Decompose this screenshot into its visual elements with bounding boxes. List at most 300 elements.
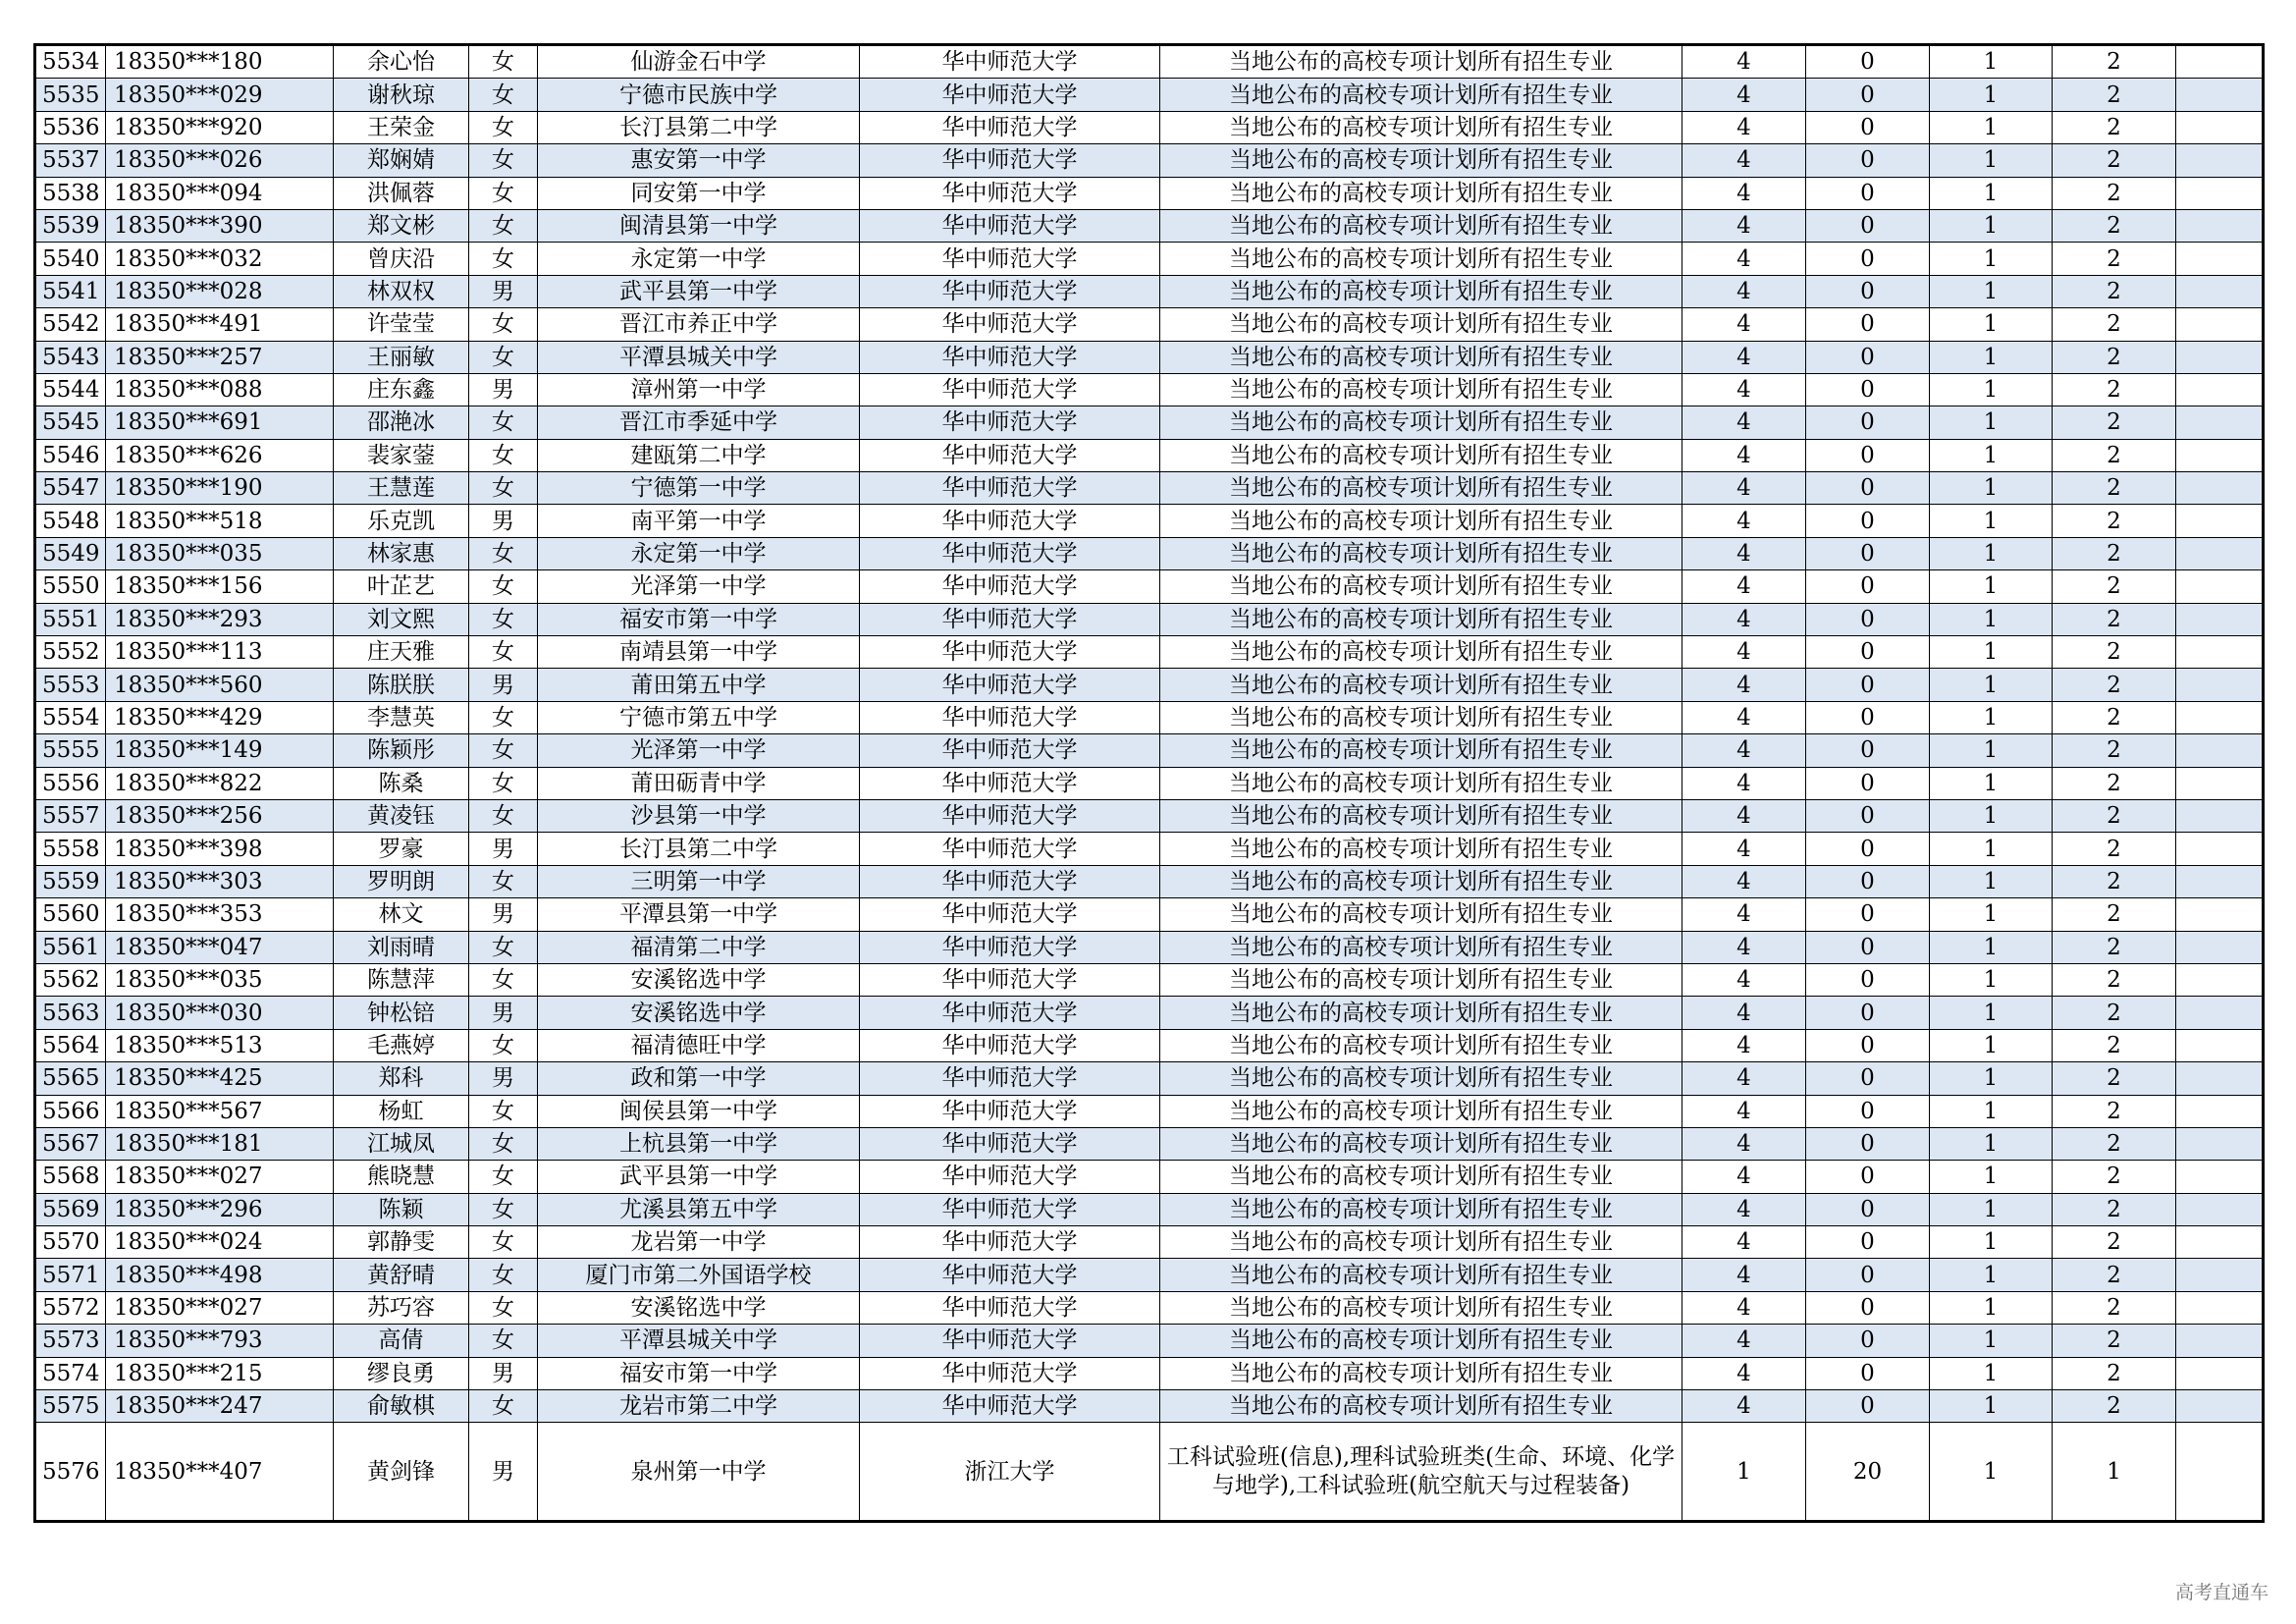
cell-col-b: 0 bbox=[1806, 1062, 1930, 1095]
cell-col-d: 2 bbox=[2053, 505, 2176, 537]
cell-major: 当地公布的高校专项计划所有招生专业 bbox=[1160, 1095, 1682, 1127]
cell-school: 平潭县城关中学 bbox=[538, 1325, 860, 1357]
cell-university: 华中师范大学 bbox=[860, 570, 1160, 603]
cell-exam-id: 18350***028 bbox=[106, 275, 334, 307]
cell-col-e bbox=[2176, 1357, 2264, 1389]
cell-exam-id: 18350***029 bbox=[106, 79, 334, 111]
cell-student-name: 陈颖 bbox=[334, 1193, 469, 1225]
cell-col-c: 1 bbox=[1930, 472, 2053, 505]
table-row bbox=[35, 45, 2264, 79]
table-row bbox=[35, 111, 2264, 143]
cell-student-name: 郑娴婧 bbox=[334, 144, 469, 177]
cell-col-c: 1 bbox=[1930, 1127, 2053, 1160]
cell-gender: 男 bbox=[469, 997, 538, 1029]
table-row bbox=[35, 1161, 2264, 1193]
cell-major: 当地公布的高校专项计划所有招生专业 bbox=[1160, 341, 1682, 373]
cell-col-e bbox=[2176, 373, 2264, 406]
cell-gender: 女 bbox=[469, 1161, 538, 1193]
cell-col-b: 0 bbox=[1806, 636, 1930, 669]
cell-university: 华中师范大学 bbox=[860, 799, 1160, 832]
cell-gender: 女 bbox=[469, 144, 538, 177]
cell-row-number: 5551 bbox=[35, 603, 106, 635]
cell-student-name: 刘雨晴 bbox=[334, 931, 469, 963]
cell-row-number: 5568 bbox=[35, 1161, 106, 1193]
table-row bbox=[35, 734, 2264, 767]
cell-col-a: 4 bbox=[1682, 767, 1806, 799]
cell-university: 浙江大学 bbox=[860, 1423, 1160, 1522]
cell-student-name: 余心怡 bbox=[334, 45, 469, 79]
cell-col-b: 0 bbox=[1806, 833, 1930, 865]
cell-col-b: 0 bbox=[1806, 79, 1930, 111]
cell-col-d: 1 bbox=[2053, 1423, 2176, 1522]
cell-gender: 女 bbox=[469, 799, 538, 832]
cell-gender: 女 bbox=[469, 865, 538, 897]
cell-col-c: 1 bbox=[1930, 243, 2053, 275]
cell-col-c: 1 bbox=[1930, 1291, 2053, 1324]
cell-university: 华中师范大学 bbox=[860, 308, 1160, 341]
cell-col-b: 0 bbox=[1806, 406, 1930, 439]
cell-school: 泉州第一中学 bbox=[538, 1423, 860, 1522]
cell-col-c: 1 bbox=[1930, 799, 2053, 832]
cell-col-c: 1 bbox=[1930, 1029, 2053, 1061]
cell-col-c: 1 bbox=[1930, 505, 2053, 537]
cell-exam-id: 18350***303 bbox=[106, 865, 334, 897]
table-row bbox=[35, 603, 2264, 635]
cell-university: 华中师范大学 bbox=[860, 865, 1160, 897]
table-row bbox=[35, 963, 2264, 996]
cell-major: 当地公布的高校专项计划所有招生专业 bbox=[1160, 537, 1682, 569]
cell-col-d: 2 bbox=[2053, 275, 2176, 307]
cell-school: 上杭县第一中学 bbox=[538, 1127, 860, 1160]
cell-major: 当地公布的高校专项计划所有招生专业 bbox=[1160, 373, 1682, 406]
cell-col-b: 0 bbox=[1806, 177, 1930, 209]
cell-major: 当地公布的高校专项计划所有招生专业 bbox=[1160, 243, 1682, 275]
cell-exam-id: 18350***390 bbox=[106, 209, 334, 242]
cell-major: 当地公布的高校专项计划所有招生专业 bbox=[1160, 505, 1682, 537]
table-row bbox=[35, 243, 2264, 275]
cell-col-a: 4 bbox=[1682, 997, 1806, 1029]
cell-col-c: 1 bbox=[1930, 373, 2053, 406]
cell-col-b: 0 bbox=[1806, 308, 1930, 341]
cell-col-e bbox=[2176, 505, 2264, 537]
table-row bbox=[35, 439, 2264, 471]
cell-exam-id: 18350***190 bbox=[106, 472, 334, 505]
table-row bbox=[35, 1062, 2264, 1095]
cell-exam-id: 18350***256 bbox=[106, 799, 334, 832]
cell-university: 华中师范大学 bbox=[860, 537, 1160, 569]
cell-exam-id: 18350***030 bbox=[106, 997, 334, 1029]
cell-major: 当地公布的高校专项计划所有招生专业 bbox=[1160, 1193, 1682, 1225]
cell-col-e bbox=[2176, 636, 2264, 669]
cell-col-a: 4 bbox=[1682, 570, 1806, 603]
cell-school: 龙岩第一中学 bbox=[538, 1226, 860, 1259]
cell-col-a: 4 bbox=[1682, 1029, 1806, 1061]
cell-col-b: 0 bbox=[1806, 799, 1930, 832]
cell-exam-id: 18350***088 bbox=[106, 373, 334, 406]
cell-col-e bbox=[2176, 1325, 2264, 1357]
cell-major: 当地公布的高校专项计划所有招生专业 bbox=[1160, 833, 1682, 865]
cell-exam-id: 18350***032 bbox=[106, 243, 334, 275]
cell-gender: 男 bbox=[469, 669, 538, 701]
cell-col-d: 2 bbox=[2053, 1390, 2176, 1423]
table-row bbox=[35, 1127, 2264, 1160]
cell-col-e bbox=[2176, 308, 2264, 341]
cell-row-number: 5543 bbox=[35, 341, 106, 373]
cell-col-d: 2 bbox=[2053, 79, 2176, 111]
cell-gender: 男 bbox=[469, 373, 538, 406]
cell-exam-id: 18350***247 bbox=[106, 1390, 334, 1423]
table-row bbox=[35, 701, 2264, 733]
cell-university: 华中师范大学 bbox=[860, 1291, 1160, 1324]
table-row bbox=[35, 669, 2264, 701]
cell-exam-id: 18350***026 bbox=[106, 144, 334, 177]
cell-gender: 女 bbox=[469, 406, 538, 439]
cell-col-a: 4 bbox=[1682, 177, 1806, 209]
cell-col-b: 0 bbox=[1806, 472, 1930, 505]
cell-exam-id: 18350***156 bbox=[106, 570, 334, 603]
cell-gender: 女 bbox=[469, 111, 538, 143]
cell-school: 闽清县第一中学 bbox=[538, 209, 860, 242]
cell-col-b: 0 bbox=[1806, 767, 1930, 799]
cell-col-b: 0 bbox=[1806, 963, 1930, 996]
cell-university: 华中师范大学 bbox=[860, 767, 1160, 799]
cell-university: 华中师范大学 bbox=[860, 1062, 1160, 1095]
cell-school: 长汀县第二中学 bbox=[538, 833, 860, 865]
cell-col-b: 0 bbox=[1806, 209, 1930, 242]
cell-major: 当地公布的高校专项计划所有招生专业 bbox=[1160, 603, 1682, 635]
cell-student-name: 郭静雯 bbox=[334, 1226, 469, 1259]
cell-school: 福清第二中学 bbox=[538, 931, 860, 963]
cell-row-number: 5573 bbox=[35, 1325, 106, 1357]
cell-gender: 女 bbox=[469, 570, 538, 603]
cell-exam-id: 18350***425 bbox=[106, 1062, 334, 1095]
cell-col-a: 4 bbox=[1682, 669, 1806, 701]
table-row bbox=[35, 472, 2264, 505]
cell-col-a: 4 bbox=[1682, 1291, 1806, 1324]
cell-university: 华中师范大学 bbox=[860, 898, 1160, 931]
cell-gender: 女 bbox=[469, 1226, 538, 1259]
cell-col-d: 2 bbox=[2053, 997, 2176, 1029]
cell-school: 三明第一中学 bbox=[538, 865, 860, 897]
cell-col-d: 2 bbox=[2053, 636, 2176, 669]
cell-university: 华中师范大学 bbox=[860, 1161, 1160, 1193]
cell-gender: 女 bbox=[469, 209, 538, 242]
cell-student-name: 王慧莲 bbox=[334, 472, 469, 505]
cell-student-name: 洪佩蓉 bbox=[334, 177, 469, 209]
cell-major: 当地公布的高校专项计划所有招生专业 bbox=[1160, 997, 1682, 1029]
cell-school: 宁德市第五中学 bbox=[538, 701, 860, 733]
cell-col-e bbox=[2176, 1390, 2264, 1423]
cell-col-d: 2 bbox=[2053, 963, 2176, 996]
cell-exam-id: 18350***027 bbox=[106, 1161, 334, 1193]
table-row bbox=[35, 144, 2264, 177]
cell-major: 当地公布的高校专项计划所有招生专业 bbox=[1160, 144, 1682, 177]
cell-row-number: 5549 bbox=[35, 537, 106, 569]
cell-student-name: 陈颖彤 bbox=[334, 734, 469, 767]
cell-col-e bbox=[2176, 1193, 2264, 1225]
cell-col-a: 4 bbox=[1682, 603, 1806, 635]
cell-school: 福清德旺中学 bbox=[538, 1029, 860, 1061]
cell-school: 漳州第一中学 bbox=[538, 373, 860, 406]
cell-row-number: 5541 bbox=[35, 275, 106, 307]
table-row bbox=[35, 1259, 2264, 1291]
cell-student-name: 庄天雅 bbox=[334, 636, 469, 669]
cell-row-number: 5562 bbox=[35, 963, 106, 996]
cell-gender: 女 bbox=[469, 1193, 538, 1225]
cell-col-a: 4 bbox=[1682, 636, 1806, 669]
cell-exam-id: 18350***094 bbox=[106, 177, 334, 209]
cell-col-e bbox=[2176, 898, 2264, 931]
cell-school: 安溪铭选中学 bbox=[538, 963, 860, 996]
cell-row-number: 5556 bbox=[35, 767, 106, 799]
cell-col-b: 0 bbox=[1806, 865, 1930, 897]
cell-gender: 男 bbox=[469, 1357, 538, 1389]
cell-col-a: 4 bbox=[1682, 1161, 1806, 1193]
cell-col-e bbox=[2176, 406, 2264, 439]
cell-col-a: 4 bbox=[1682, 865, 1806, 897]
cell-col-d: 2 bbox=[2053, 767, 2176, 799]
cell-col-e bbox=[2176, 997, 2264, 1029]
cell-col-a: 4 bbox=[1682, 1259, 1806, 1291]
cell-col-d: 2 bbox=[2053, 472, 2176, 505]
cell-gender: 男 bbox=[469, 505, 538, 537]
cell-school: 永定第一中学 bbox=[538, 537, 860, 569]
cell-col-e bbox=[2176, 734, 2264, 767]
cell-exam-id: 18350***215 bbox=[106, 1357, 334, 1389]
cell-col-e bbox=[2176, 439, 2264, 471]
cell-row-number: 5544 bbox=[35, 373, 106, 406]
cell-col-e bbox=[2176, 701, 2264, 733]
cell-col-d: 2 bbox=[2053, 1062, 2176, 1095]
cell-col-e bbox=[2176, 275, 2264, 307]
cell-col-d: 2 bbox=[2053, 833, 2176, 865]
cell-university: 华中师范大学 bbox=[860, 373, 1160, 406]
cell-col-e bbox=[2176, 209, 2264, 242]
cell-col-a: 4 bbox=[1682, 111, 1806, 143]
cell-col-d: 2 bbox=[2053, 45, 2176, 79]
table-row bbox=[35, 1325, 2264, 1357]
cell-school: 光泽第一中学 bbox=[538, 570, 860, 603]
cell-university: 华中师范大学 bbox=[860, 275, 1160, 307]
cell-exam-id: 18350***024 bbox=[106, 1226, 334, 1259]
cell-col-e bbox=[2176, 177, 2264, 209]
table-row bbox=[35, 1095, 2264, 1127]
table-row bbox=[35, 373, 2264, 406]
cell-row-number: 5560 bbox=[35, 898, 106, 931]
cell-col-b: 0 bbox=[1806, 439, 1930, 471]
cell-col-e bbox=[2176, 963, 2264, 996]
cell-col-b: 0 bbox=[1806, 734, 1930, 767]
table-row bbox=[35, 1357, 2264, 1389]
cell-exam-id: 18350***513 bbox=[106, 1029, 334, 1061]
cell-col-b: 0 bbox=[1806, 1357, 1930, 1389]
cell-row-number: 5553 bbox=[35, 669, 106, 701]
cell-row-number: 5576 bbox=[35, 1423, 106, 1522]
cell-col-b: 0 bbox=[1806, 701, 1930, 733]
cell-col-c: 1 bbox=[1930, 1062, 2053, 1095]
cell-col-c: 1 bbox=[1930, 406, 2053, 439]
cell-school: 安溪铭选中学 bbox=[538, 997, 860, 1029]
cell-student-name: 罗明朗 bbox=[334, 865, 469, 897]
cell-exam-id: 18350***035 bbox=[106, 537, 334, 569]
cell-exam-id: 18350***822 bbox=[106, 767, 334, 799]
cell-col-c: 1 bbox=[1930, 79, 2053, 111]
cell-col-e bbox=[2176, 1127, 2264, 1160]
cell-col-c: 1 bbox=[1930, 1423, 2053, 1522]
cell-col-d: 2 bbox=[2053, 144, 2176, 177]
cell-major: 当地公布的高校专项计划所有招生专业 bbox=[1160, 1029, 1682, 1061]
cell-col-a: 4 bbox=[1682, 209, 1806, 242]
cell-col-a: 4 bbox=[1682, 308, 1806, 341]
cell-col-b: 0 bbox=[1806, 1095, 1930, 1127]
table-row bbox=[35, 341, 2264, 373]
cell-col-d: 2 bbox=[2053, 931, 2176, 963]
cell-student-name: 黄舒晴 bbox=[334, 1259, 469, 1291]
cell-col-d: 2 bbox=[2053, 439, 2176, 471]
cell-col-d: 2 bbox=[2053, 1193, 2176, 1225]
cell-major: 当地公布的高校专项计划所有招生专业 bbox=[1160, 472, 1682, 505]
cell-col-a: 4 bbox=[1682, 537, 1806, 569]
cell-col-a: 4 bbox=[1682, 701, 1806, 733]
cell-exam-id: 18350***293 bbox=[106, 603, 334, 635]
cell-col-a: 4 bbox=[1682, 1095, 1806, 1127]
cell-col-e bbox=[2176, 669, 2264, 701]
cell-col-d: 2 bbox=[2053, 603, 2176, 635]
cell-school: 龙岩市第二中学 bbox=[538, 1390, 860, 1423]
cell-student-name: 钟松锫 bbox=[334, 997, 469, 1029]
cell-exam-id: 18350***567 bbox=[106, 1095, 334, 1127]
cell-student-name: 林家惠 bbox=[334, 537, 469, 569]
cell-col-e bbox=[2176, 45, 2264, 79]
cell-gender: 女 bbox=[469, 472, 538, 505]
cell-gender: 女 bbox=[469, 308, 538, 341]
cell-col-e bbox=[2176, 1423, 2264, 1522]
cell-school: 平潭县第一中学 bbox=[538, 898, 860, 931]
table-row bbox=[35, 570, 2264, 603]
cell-row-number: 5554 bbox=[35, 701, 106, 733]
cell-student-name: 高倩 bbox=[334, 1325, 469, 1357]
cell-col-a: 4 bbox=[1682, 505, 1806, 537]
cell-col-a: 4 bbox=[1682, 1127, 1806, 1160]
cell-col-c: 1 bbox=[1930, 931, 2053, 963]
cell-school: 宁德第一中学 bbox=[538, 472, 860, 505]
table-row bbox=[35, 898, 2264, 931]
cell-col-d: 2 bbox=[2053, 243, 2176, 275]
cell-col-d: 2 bbox=[2053, 373, 2176, 406]
cell-major: 当地公布的高校专项计划所有招生专业 bbox=[1160, 1226, 1682, 1259]
cell-school: 惠安第一中学 bbox=[538, 144, 860, 177]
cell-row-number: 5539 bbox=[35, 209, 106, 242]
cell-school: 厦门市第二外国语学校 bbox=[538, 1259, 860, 1291]
cell-col-a: 4 bbox=[1682, 1062, 1806, 1095]
cell-major: 当地公布的高校专项计划所有招生专业 bbox=[1160, 1259, 1682, 1291]
cell-row-number: 5558 bbox=[35, 833, 106, 865]
cell-col-c: 1 bbox=[1930, 209, 2053, 242]
cell-col-a: 4 bbox=[1682, 275, 1806, 307]
cell-col-b: 0 bbox=[1806, 1193, 1930, 1225]
cell-school: 平潭县城关中学 bbox=[538, 341, 860, 373]
cell-major: 当地公布的高校专项计划所有招生专业 bbox=[1160, 1357, 1682, 1389]
cell-gender: 女 bbox=[469, 79, 538, 111]
cell-col-d: 2 bbox=[2053, 308, 2176, 341]
cell-gender: 女 bbox=[469, 963, 538, 996]
cell-col-e bbox=[2176, 767, 2264, 799]
cell-row-number: 5572 bbox=[35, 1291, 106, 1324]
cell-school: 宁德市民族中学 bbox=[538, 79, 860, 111]
cell-school: 尤溪县第五中学 bbox=[538, 1193, 860, 1225]
cell-university: 华中师范大学 bbox=[860, 243, 1160, 275]
cell-major: 当地公布的高校专项计划所有招生专业 bbox=[1160, 1127, 1682, 1160]
cell-gender: 男 bbox=[469, 1423, 538, 1522]
cell-col-d: 2 bbox=[2053, 537, 2176, 569]
table-row bbox=[35, 537, 2264, 569]
cell-col-e bbox=[2176, 1095, 2264, 1127]
cell-col-d: 2 bbox=[2053, 209, 2176, 242]
cell-col-c: 1 bbox=[1930, 1390, 2053, 1423]
table-row bbox=[35, 1423, 2264, 1522]
cell-exam-id: 18350***498 bbox=[106, 1259, 334, 1291]
cell-university: 华中师范大学 bbox=[860, 1193, 1160, 1225]
cell-university: 华中师范大学 bbox=[860, 636, 1160, 669]
cell-university: 华中师范大学 bbox=[860, 439, 1160, 471]
cell-student-name: 乐克凯 bbox=[334, 505, 469, 537]
cell-row-number: 5546 bbox=[35, 439, 106, 471]
cell-gender: 女 bbox=[469, 636, 538, 669]
cell-school: 长汀县第二中学 bbox=[538, 111, 860, 143]
cell-student-name: 曾庆沿 bbox=[334, 243, 469, 275]
cell-major: 当地公布的高校专项计划所有招生专业 bbox=[1160, 308, 1682, 341]
cell-col-b: 0 bbox=[1806, 243, 1930, 275]
cell-col-b: 0 bbox=[1806, 570, 1930, 603]
cell-row-number: 5540 bbox=[35, 243, 106, 275]
cell-student-name: 庄东鑫 bbox=[334, 373, 469, 406]
cell-col-b: 0 bbox=[1806, 1161, 1930, 1193]
table-body bbox=[35, 45, 2264, 1522]
cell-major: 当地公布的高校专项计划所有招生专业 bbox=[1160, 177, 1682, 209]
cell-col-a: 4 bbox=[1682, 734, 1806, 767]
cell-col-b: 0 bbox=[1806, 1325, 1930, 1357]
cell-col-c: 1 bbox=[1930, 1259, 2053, 1291]
cell-university: 华中师范大学 bbox=[860, 79, 1160, 111]
cell-university: 华中师范大学 bbox=[860, 1390, 1160, 1423]
cell-row-number: 5535 bbox=[35, 79, 106, 111]
cell-col-b: 0 bbox=[1806, 505, 1930, 537]
cell-major: 工科试验班(信息),理科试验班类(生命、环境、化学与地学),工科试验班(航空航天与过程装备) bbox=[1160, 1423, 1682, 1522]
cell-col-c: 1 bbox=[1930, 1193, 2053, 1225]
cell-col-d: 2 bbox=[2053, 1325, 2176, 1357]
cell-university: 华中师范大学 bbox=[860, 1029, 1160, 1061]
table-row bbox=[35, 1291, 2264, 1324]
cell-gender: 女 bbox=[469, 1291, 538, 1324]
cell-university: 华中师范大学 bbox=[860, 111, 1160, 143]
cell-school: 光泽第一中学 bbox=[538, 734, 860, 767]
cell-col-b: 0 bbox=[1806, 341, 1930, 373]
cell-major: 当地公布的高校专项计划所有招生专业 bbox=[1160, 275, 1682, 307]
cell-gender: 女 bbox=[469, 931, 538, 963]
cell-exam-id: 18350***407 bbox=[106, 1423, 334, 1522]
cell-row-number: 5559 bbox=[35, 865, 106, 897]
cell-col-c: 1 bbox=[1930, 1161, 2053, 1193]
cell-col-d: 2 bbox=[2053, 1357, 2176, 1389]
cell-major: 当地公布的高校专项计划所有招生专业 bbox=[1160, 79, 1682, 111]
cell-university: 华中师范大学 bbox=[860, 734, 1160, 767]
table-row bbox=[35, 865, 2264, 897]
cell-col-c: 1 bbox=[1930, 669, 2053, 701]
cell-col-a: 4 bbox=[1682, 1325, 1806, 1357]
cell-major: 当地公布的高校专项计划所有招生专业 bbox=[1160, 931, 1682, 963]
cell-row-number: 5534 bbox=[35, 45, 106, 79]
cell-col-e bbox=[2176, 931, 2264, 963]
